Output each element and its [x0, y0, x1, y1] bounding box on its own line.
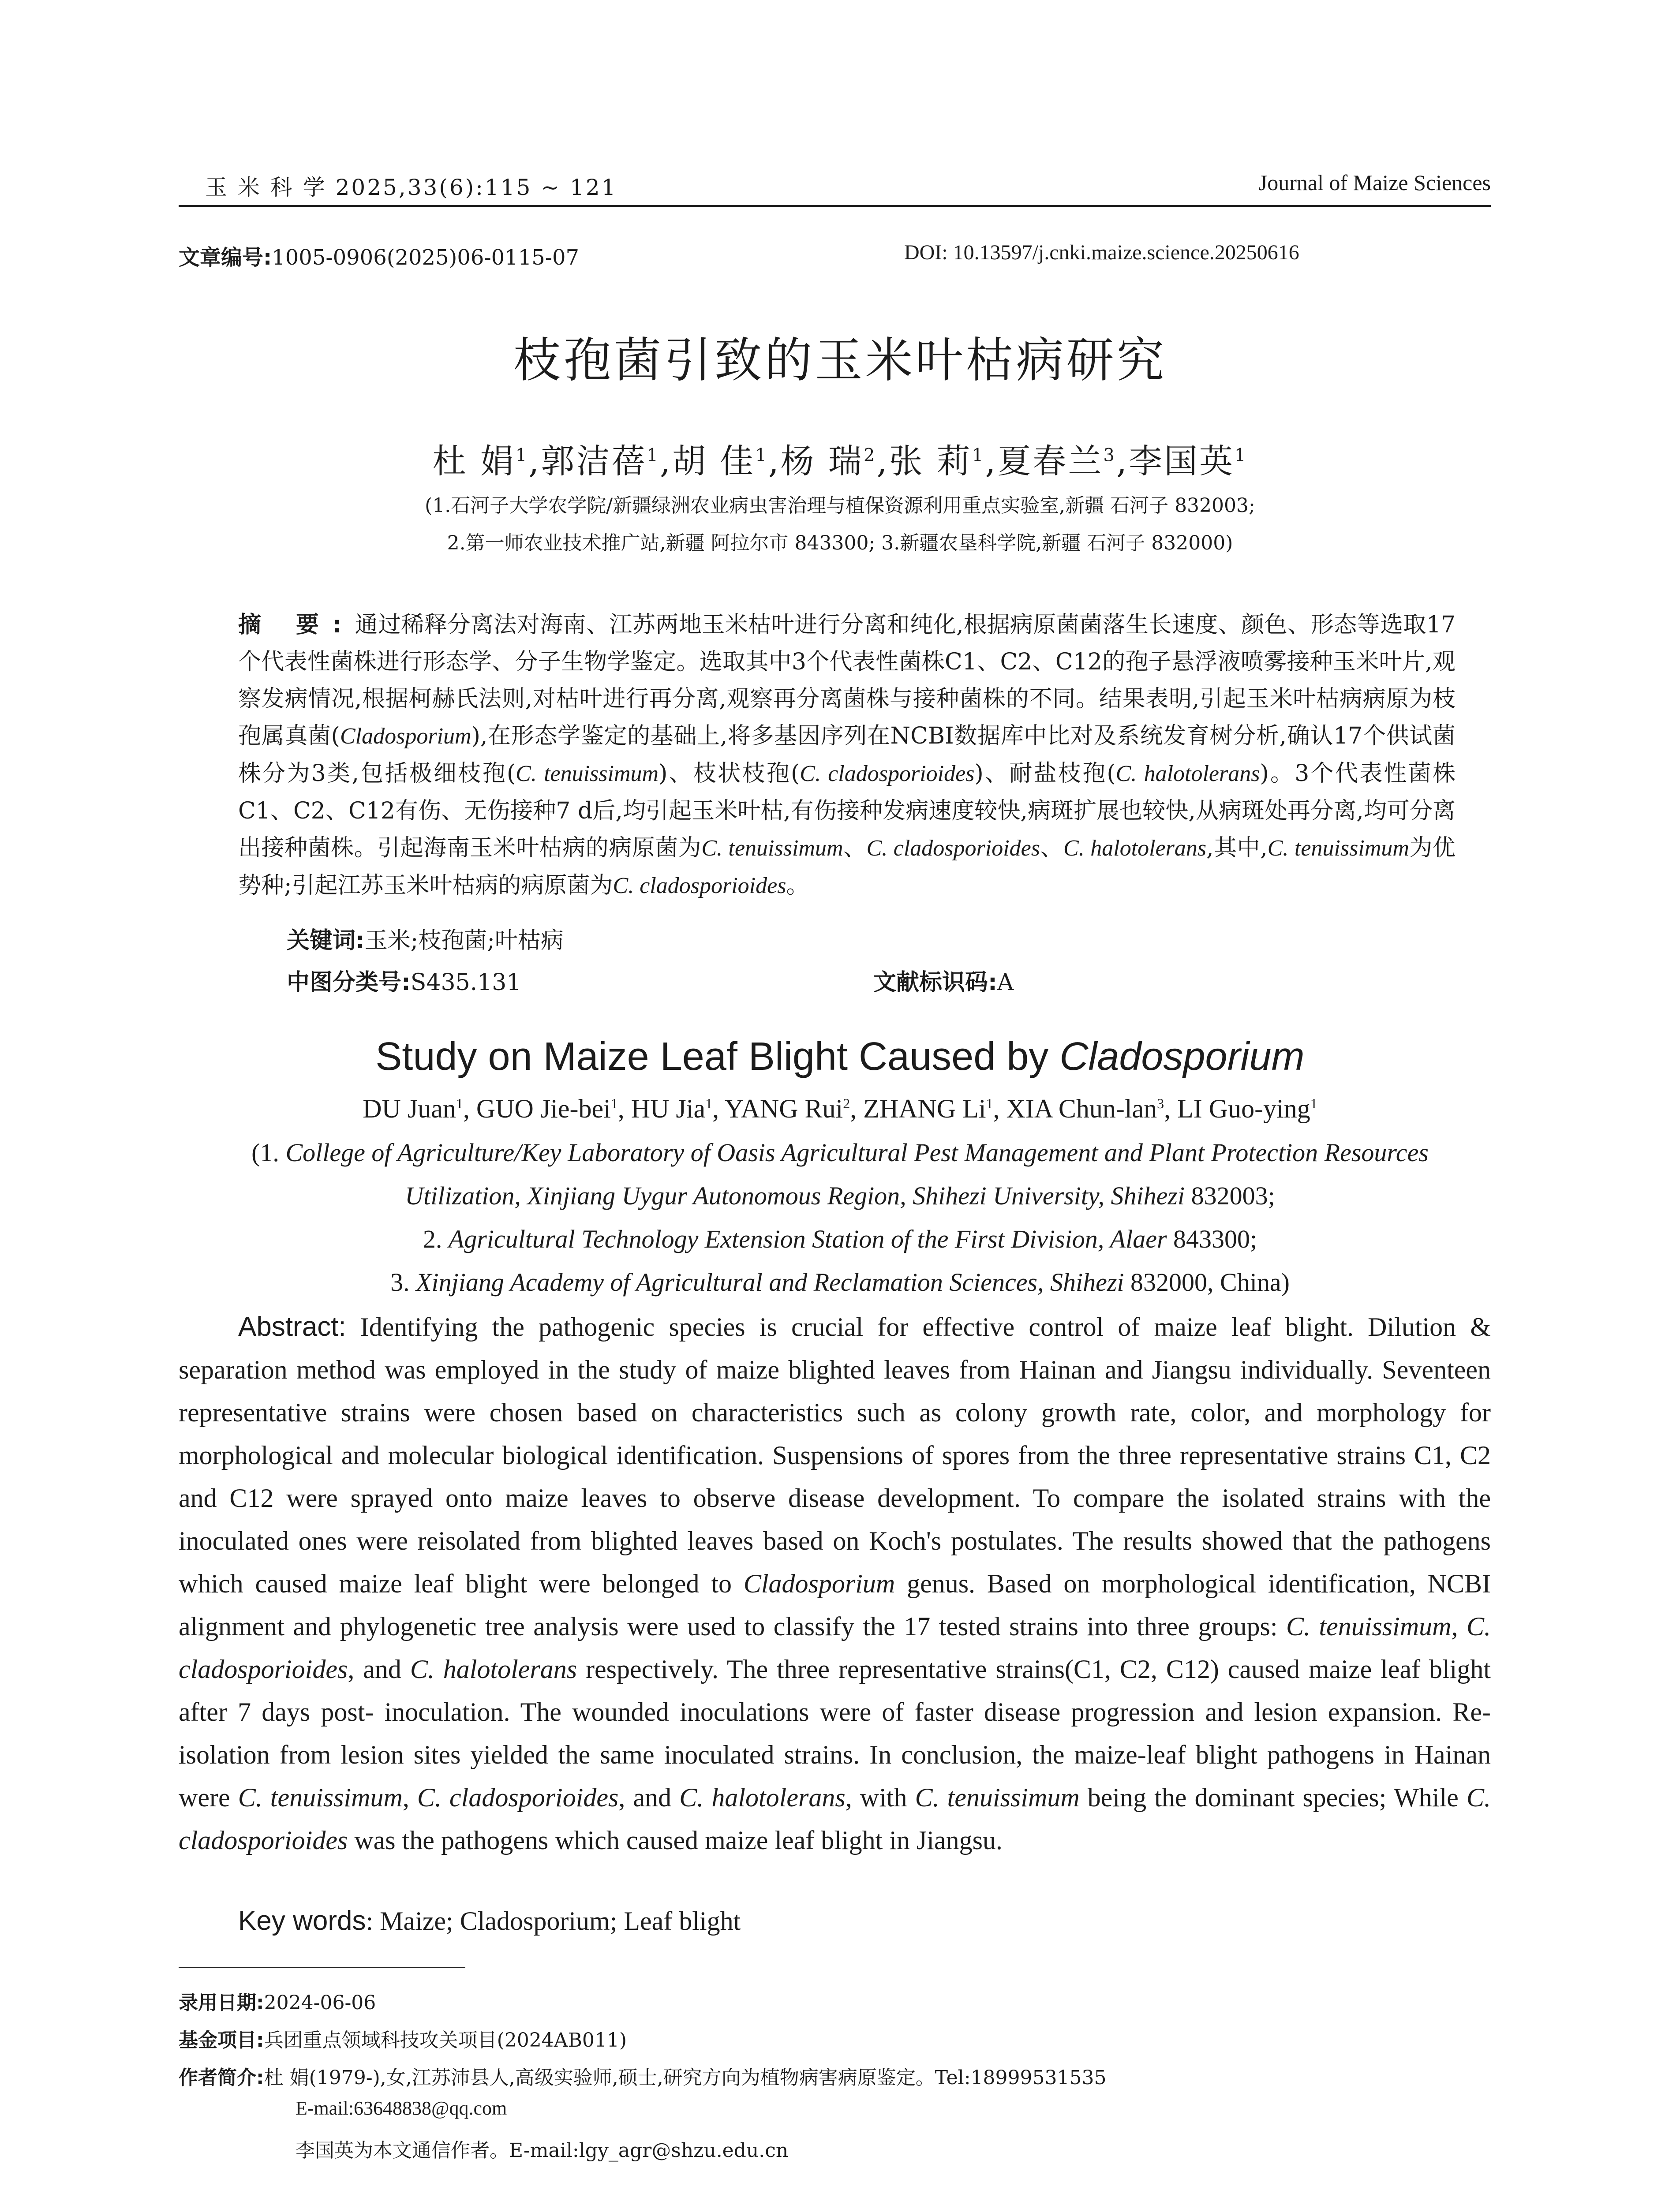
keywords-en-value: : Maize; Cladosporium; Leaf blight [366, 1906, 741, 1936]
doi: DOI: 10.13597/j.cnki.maize.science.20250616 [904, 241, 1299, 264]
species-name: C. tenuissimum [915, 1783, 1080, 1812]
affiliation-prefix: (1. [251, 1138, 286, 1167]
affiliation-en-line [0, 1181, 1680, 1211]
affiliation-name: College of Agriculture/Key Laboratory of Oasis Agricultural Pest Management and Plant Protection Resources [285, 1138, 1429, 1167]
abstract-en-text: , with [845, 1783, 915, 1812]
species-name: C. tenuissimum [516, 761, 659, 786]
author-sup: 1 [972, 445, 985, 466]
abstract-en-text: genus. Based on morphological identification, NCBI alignment and phylogenetic tree analysis were used to classify the 17 tested strains into three groups: [179, 1569, 1491, 1641]
keywords-cn-value: 玉米;枝孢菌;叶枯病 [364, 927, 564, 954]
affiliation-en-line [0, 1267, 1680, 1297]
abstract-en-text: Identifying the pathogenic species is crucial for effective control of maize leaf blight. Dilution & separation method was employed in the study of maize blighted leaves from Hainan and Jiangsu individually. Seventeen representative strains were chosen based on characteristics such as colony growth rate, color, and morphology for morphological and molecular biological identification. Suspensions of spores from the three representative strains C1, C2 and C12 were sprayed onto maize leaves to observe disease development. To compare the isolated strains with the inoculated ones were reisolated from blighted leaves based on Koch's postulates. The results showed that the pathogens which caused maize leaf blight were belonged to [179, 1312, 1491, 1598]
clc-label: 中图分类号: [287, 969, 411, 996]
abstract-cn-text: ,其中, [1206, 835, 1268, 861]
abstract-cn-label: 摘 要: [238, 612, 355, 638]
species-name: C. tenuissimum [238, 1783, 403, 1812]
title-en-genus: Cladosporium [1059, 1035, 1305, 1079]
author-sup: 1 [755, 445, 768, 466]
affiliation-cn-line: (1.石河子大学农学院/新疆绿洲农业病虫害治理与植保资源利用重点实验室,新疆 石河子 832003; [425, 494, 1255, 517]
species-name: C. tenuissimum [1267, 836, 1409, 861]
author-en: GUO Jie-bei [476, 1094, 611, 1123]
keywords-en [238, 1905, 741, 1936]
abstract-en-text: respectively. The three representative strains(C1, C2, C12) caused maize leaf blight after 7 days post- inoculation. The wounded inoculations were of faster disease progression and lesion expansion. Re-isolation from lesion sites yielded the same inoculated strains. In conclusion, the maize-leaf blight pathogens in Hainan were [179, 1655, 1491, 1812]
species-name: C. halotolerans [410, 1655, 577, 1684]
author-cn: 夏春兰 [997, 441, 1104, 481]
affiliation-cn-line: 2.第一师农业技术推广站,新疆 阿拉尔市 843300; 3.新疆农垦科学院,新疆 石河子 832000) [447, 532, 1233, 554]
species-name: C. cladosporioides [417, 1783, 619, 1812]
affiliation-name: Utilization, Xinjiang Uygur Autonomous Region, Shihezi University, Shihezi [405, 1181, 1185, 1210]
received-label: 录用日期: [179, 1992, 264, 2014]
author-en: ZHANG Li [863, 1094, 986, 1123]
author-en: HU Jia [631, 1094, 706, 1123]
author-sup: 1 [515, 445, 529, 466]
keywords-en-label: Key words [238, 1906, 366, 1936]
authors-cn: 杜 娟$^1$,郭洁蓓$^1$,胡 佳$^1$,杨 瑞$^2$,张 莉$^1$,夏春兰$^3$,李国英$^1$ [432, 441, 1248, 481]
species-name: C. cladosporioides [800, 761, 975, 786]
abstract-cn-text: )、耐盐枝孢( [974, 760, 1116, 787]
author-en: DU Juan [363, 1094, 456, 1123]
species-name: C. cladosporioides [866, 836, 1040, 861]
affiliation-prefix: 2. [423, 1225, 449, 1253]
abstract-cn-text: 为优势种;引起江苏玉米叶枯病的病原菌为 [238, 835, 1456, 899]
article-number-label: 文章编号: [179, 245, 272, 270]
genus-name: Cladosporium [340, 724, 471, 749]
author-sup: 1 [647, 445, 660, 466]
journal-header-cn: 玉 米 科 学 2025,33(6):115 ~ 121 [205, 175, 617, 200]
author-cn: 郭洁蓓 [541, 441, 647, 481]
species-name: C. halotolerans [1115, 761, 1260, 786]
affiliation-postcode: 832003; [1185, 1181, 1275, 1210]
doc-code-label: 文献标识码: [873, 969, 997, 996]
footnote-received [179, 1987, 376, 2015]
affiliation-en-line [0, 1138, 1680, 1167]
abstract-cn-text: )、枝状枝孢( [659, 760, 800, 787]
abstract-en-text: , and [618, 1783, 680, 1812]
affiliation-postcode: 843300; [1167, 1225, 1257, 1253]
author-sup: 1 [610, 1095, 618, 1111]
species-name: C. cladosporioides [179, 1612, 1491, 1684]
article-number [179, 240, 579, 271]
author-sup: 3 [1157, 1095, 1164, 1111]
author-sup: 3 [1103, 445, 1116, 466]
abstract-en-text: , and [348, 1655, 410, 1684]
fund-label: 基金项目: [179, 2029, 264, 2052]
author-cn: 杨 瑞 [780, 441, 864, 481]
species-name: C. cladosporioides [613, 873, 786, 898]
title-cn: 枝孢菌引致的玉米叶枯病研究 [513, 333, 1167, 388]
author-email: E-mail:63648838@qq.com [296, 2097, 507, 2119]
species-name: C. cladosporioides [179, 1783, 1491, 1855]
abstract-en [179, 1305, 1491, 1862]
fund-value: 兵团重点领域科技攻关项目(2024AB011) [264, 2029, 627, 2052]
author-cn: 胡 佳 [672, 441, 756, 481]
title-en [0, 1034, 1680, 1080]
species-name: C. halotolerans [1063, 836, 1207, 861]
abstract-en-text: , [402, 1783, 417, 1812]
author-bio-label: 作者简介: [179, 2067, 264, 2089]
abstract-cn-text: 。 [786, 872, 809, 899]
document-code [873, 964, 1014, 997]
abstract-cn-text: ),在形态学鉴定的基础上,将多基因序列在NCBI数据库中比对及系统发育树分析,确认17个供试菌株分为3类,包括极细枝孢( [238, 723, 1456, 787]
author-cn: 张 莉 [889, 441, 972, 481]
clc-number [287, 964, 521, 997]
affiliation-en-line [0, 1224, 1680, 1254]
running-header [179, 170, 1491, 207]
author-sup: 2 [863, 445, 877, 466]
abstract-en-text: being the dominant species; While [1079, 1783, 1467, 1812]
abstract-en-text: was the pathogens which caused maize leaf blight in Jiangsu. [348, 1826, 1003, 1855]
genus-name: Cladosporium [743, 1569, 895, 1598]
affiliation-name: Agricultural Technology Extension Station of the First Division, Alaer [448, 1225, 1167, 1253]
abstract-cn [238, 606, 1456, 904]
author-en: YANG Rui [724, 1094, 843, 1123]
authors-en: DU Juan$^1$, GUO Jie-bei$^1$, HU Jia$^1$, YANG Rui$^2$, ZHANG Li$^1$, XIA Chun-lan$^3$, LI Guo-ying$^1$ [363, 1094, 1317, 1123]
article-number-value: 1005-0906(2025)06-0115-07 [272, 245, 580, 270]
author-cn: 杜 娟 [432, 441, 516, 481]
author-sup: 1 [1310, 1095, 1317, 1111]
affiliation-name: Xinjiang Academy of Agricultural and Reclamation Sciences, Shihezi [416, 1268, 1124, 1297]
species-name: C. tenuissimum [701, 836, 843, 861]
footnote-fund [179, 2024, 627, 2052]
journal-header-en: Journal of Maize Sciences [1258, 170, 1491, 195]
keywords-cn [287, 922, 564, 955]
abstract-en-text: , [1451, 1612, 1467, 1641]
author-sup: 1 [986, 1095, 993, 1111]
clc-value: S435.131 [410, 969, 521, 996]
title-en-main: Study on Maize Leaf Blight Caused by [375, 1035, 1060, 1079]
author-bio: 杜 娟(1979-),女,江苏沛县人,高级实验师,硕士,研究方向为植物病害病原鉴定。Tel:18999531535 [264, 2067, 1107, 2089]
keywords-cn-label: 关键词: [287, 927, 365, 954]
author-sup: 1 [705, 1095, 713, 1111]
author-cn: 李国英 [1128, 441, 1235, 481]
author-en: LI Guo-ying [1177, 1094, 1310, 1123]
author-sup: 2 [843, 1095, 850, 1111]
species-name: C. halotolerans [679, 1783, 846, 1812]
author-sup: 1 [1234, 445, 1248, 466]
species-name: C. tenuissimum [1286, 1612, 1452, 1641]
abstract-cn-text: )。3个代表性菌株C1、C2、C12有伤、无伤接种7 d后,均引起玉米叶枯,有伤接种发病速度较快,病斑扩展也较快,从病斑处再分离,均可分离出接种菌株。引起海南玉米叶枯病的病原菌为 [238, 760, 1456, 861]
footnote-author [179, 2062, 1107, 2090]
doc-code-value: A [997, 969, 1014, 996]
author-sup: 1 [456, 1095, 463, 1111]
abstract-cn-text: 通过稀释分离法对海南、江苏两地玉米枯叶进行分离和纯化,根据病原菌菌落生长速度、颜色、形态等选取17个代表性菌株进行形态学、分子生物学鉴定。选取其中3个代表性菌株C1、C2、C12的孢子悬浮液喷雾接种玉米叶片,观察发病情况,根据柯赫氏法则,对枯叶进行再分离,观察再分离菌株与接种菌株的不同。结果表明,引起玉米叶枯病病原为枝孢属真菌( [238, 612, 1456, 749]
affiliation-postcode: 832000, China) [1124, 1268, 1290, 1297]
abstract-cn-text: 、 [843, 835, 867, 861]
abstract-en-label: Abstract: [238, 1312, 346, 1342]
author-en: XIA Chun-lan [1006, 1094, 1157, 1123]
corresponding-author: 李国英为本文通信作者。E-mail:lgy_agr@shzu.edu.cn [296, 2139, 789, 2162]
affiliation-prefix: 3. [390, 1268, 416, 1297]
abstract-cn-text: 、 [1040, 835, 1064, 861]
footnote-divider [179, 1967, 465, 1968]
received-date: 2024-06-06 [264, 1992, 376, 2014]
